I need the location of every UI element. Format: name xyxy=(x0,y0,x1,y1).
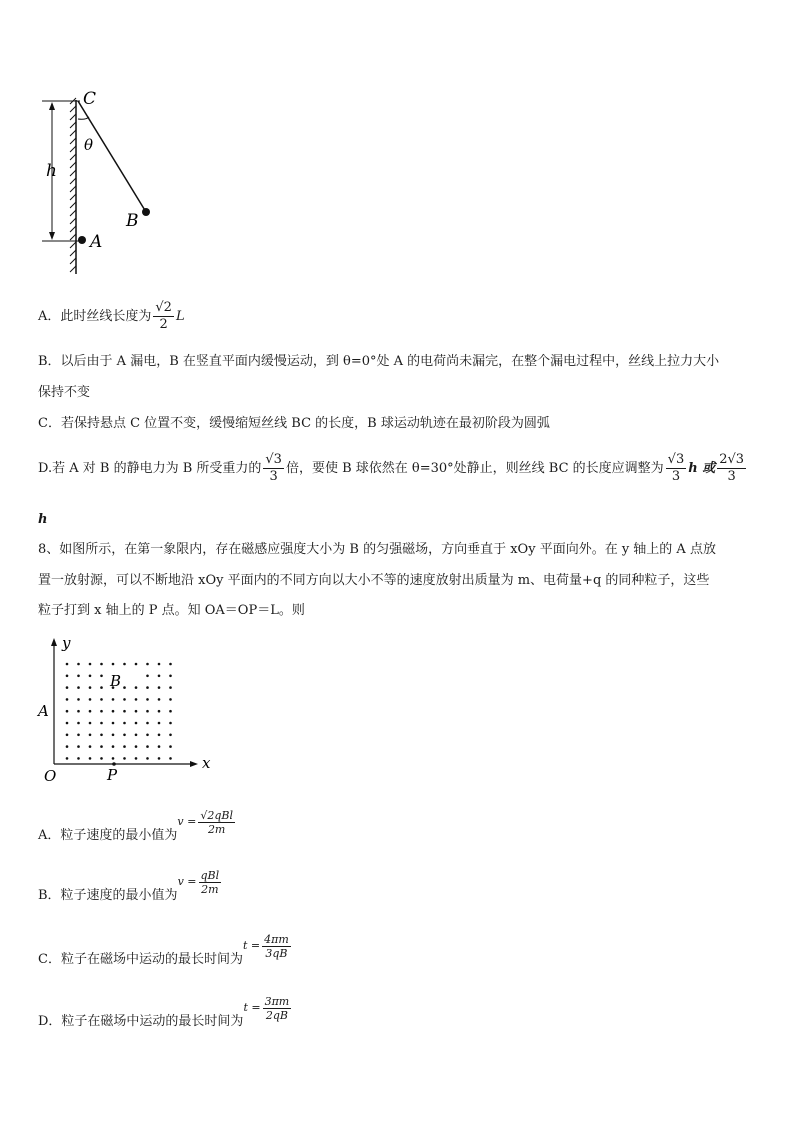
field-dot xyxy=(158,675,161,678)
q8-option-a xyxy=(38,808,237,850)
q7-d-frac1-den: 3 xyxy=(269,469,278,484)
fig2-label-p: P xyxy=(107,766,118,784)
field-dot xyxy=(112,745,115,748)
ball-b xyxy=(142,208,150,216)
field-dot xyxy=(112,710,115,713)
q8-b-formula xyxy=(178,868,224,896)
field-dot xyxy=(66,734,69,737)
x-axis-arrow xyxy=(190,761,198,767)
field-dot xyxy=(66,663,69,666)
q7-a-variable: L xyxy=(175,309,185,324)
field-dot xyxy=(169,698,172,701)
fig2-label-y: y xyxy=(62,634,71,652)
q7-option-a xyxy=(38,300,185,333)
q8-a-den: 2m xyxy=(207,822,226,836)
field-dot xyxy=(89,722,92,725)
field-dot xyxy=(89,745,92,748)
field-dot xyxy=(77,675,80,678)
field-dot xyxy=(146,710,149,713)
q8-b-lhs: v = xyxy=(177,875,197,888)
field-dot xyxy=(169,722,172,725)
h-arrow-up xyxy=(49,102,55,110)
fig2-label-a: A xyxy=(38,702,49,720)
q7-d-part3: h 或 xyxy=(688,461,716,476)
field-dot xyxy=(100,710,103,713)
q7-d-part2: 倍，要使 B 球依然在 θ=30°处静止，则丝线 BC 的长度应调整为 xyxy=(285,461,664,476)
field-dot xyxy=(77,663,80,666)
field-dot xyxy=(123,745,126,748)
fig2-label-x: x xyxy=(202,754,211,772)
field-dot xyxy=(89,698,92,701)
q8-c-text: C．粒子在磁场中运动的最长时间为 xyxy=(38,952,243,967)
q7-option-b-line1: B．以后由于 A 漏电，B 在竖直平面内缓慢运动，到 θ=0°处 A 的电荷尚未漏完，在整个漏电过程中，丝线上拉力大小 xyxy=(38,354,720,369)
field-dot xyxy=(169,710,172,713)
field-dot xyxy=(158,710,161,713)
q8-d-num: 3πm xyxy=(264,994,290,1008)
q7-d-fraction1 xyxy=(263,452,284,485)
q8-a-lhs: v = xyxy=(177,815,197,828)
field-dot xyxy=(123,686,126,689)
label-theta: θ xyxy=(84,136,94,154)
q8-d-text: D．粒子在磁场中运动的最长时间为 xyxy=(38,1014,244,1029)
field-dot xyxy=(100,734,103,737)
field-dot xyxy=(123,710,126,713)
field-dot xyxy=(123,757,126,760)
field-dot xyxy=(169,757,172,760)
q7-option-d xyxy=(38,452,748,485)
field-dot xyxy=(100,757,103,760)
field-dot xyxy=(135,710,138,713)
field-dot xyxy=(146,734,149,737)
field-dot xyxy=(123,698,126,701)
field-dot xyxy=(135,686,138,689)
q7-d-part1: D.若 A 对 B 的静电力为 B 所受重力的 xyxy=(38,461,262,476)
field-dot xyxy=(146,663,149,666)
field-dot xyxy=(112,734,115,737)
field-dot xyxy=(158,663,161,666)
field-dot xyxy=(169,663,172,666)
field-dot xyxy=(89,686,92,689)
q8-a-text: A．粒子速度的最小值为 xyxy=(38,828,178,843)
q8-option-b xyxy=(38,868,223,910)
field-dot xyxy=(89,710,92,713)
field-dot xyxy=(146,686,149,689)
wall-hatching xyxy=(70,98,76,272)
field-dot xyxy=(77,722,80,725)
field-dot xyxy=(135,757,138,760)
field-dot xyxy=(77,757,80,760)
field-dot xyxy=(112,722,115,725)
field-dot xyxy=(146,757,149,760)
q7-d-frac2-den: 3 xyxy=(671,469,681,484)
field-dot xyxy=(158,734,161,737)
q8-stem-line3: 粒子打到 x 轴上的 P 点。知 OA＝OP＝L。则 xyxy=(38,603,305,618)
field-dot xyxy=(66,745,69,748)
q8-c-formula xyxy=(243,932,293,960)
field-dot xyxy=(100,745,103,748)
q7-d-fraction3 xyxy=(717,452,746,485)
field-dot xyxy=(135,734,138,737)
field-dot xyxy=(66,698,69,701)
field-dot xyxy=(77,745,80,748)
field-dot xyxy=(112,757,115,760)
field-dot xyxy=(146,675,149,678)
field-dot xyxy=(135,698,138,701)
fig2-label-o: O xyxy=(44,767,57,785)
field-dot xyxy=(123,663,126,666)
field-dot xyxy=(169,745,172,748)
q8-b-den: 2m xyxy=(201,882,219,896)
label-b: B xyxy=(126,211,139,231)
field-dot xyxy=(100,675,103,678)
label-c: C xyxy=(83,89,97,109)
field-dot xyxy=(158,722,161,725)
field-dot xyxy=(100,698,103,701)
field-dot xyxy=(135,663,138,666)
field-dot xyxy=(89,757,92,760)
q7-d-frac3-den: 3 xyxy=(727,469,736,484)
q8-b-num: qBl xyxy=(200,868,220,882)
field-dot xyxy=(66,675,69,678)
field-dot xyxy=(66,710,69,713)
q8-c-den: 3qB xyxy=(265,946,288,960)
q7-d-frac3-num: 2√3 xyxy=(719,452,745,467)
field-dot xyxy=(66,686,69,689)
field-dot xyxy=(158,698,161,701)
field-dot xyxy=(146,745,149,748)
q8-stem-line1: 8、如图所示，在第一象限内，存在磁感应强度大小为 B 的匀强磁场，方向垂直于 xOy 平面向外。在 y 轴上的 A 点放 xyxy=(38,542,716,557)
field-dot xyxy=(135,722,138,725)
q8-d-formula xyxy=(243,994,293,1022)
field-dot xyxy=(89,734,92,737)
field-dot xyxy=(146,698,149,701)
field-dot xyxy=(169,675,172,678)
q8-stem-line2: 置一放射源，可以不断地沿 xOy 平面内的不同方向以大小不等的速度放射出质量为 m、电荷量+q 的同种粒子，这些 xyxy=(38,573,710,588)
q7-option-b-line2: 保持不变 xyxy=(38,385,91,400)
field-dot xyxy=(77,710,80,713)
field-dot xyxy=(146,722,149,725)
q7-d-fraction2 xyxy=(666,452,687,485)
field-dot xyxy=(158,745,161,748)
field-dot xyxy=(89,675,92,678)
magnetic-field-figure xyxy=(34,634,224,786)
q8-a-num: √2qBl xyxy=(200,808,233,822)
q8-d-den: 2qB xyxy=(265,1008,288,1022)
field-dot xyxy=(169,734,172,737)
q7-option-d-tail: h xyxy=(38,512,48,527)
q7-a-denominator: 2 xyxy=(159,317,168,332)
field-dot xyxy=(158,686,161,689)
q7-option-c: C．若保持悬点 C 位置不变，缓慢缩短丝线 BC 的长度，B 球运动轨迹在最初阶段为圆弧 xyxy=(38,416,550,431)
field-dot xyxy=(158,757,161,760)
point-p xyxy=(112,762,116,766)
field-dot xyxy=(112,663,115,666)
field-dot xyxy=(123,722,126,725)
q7-option-a-fraction xyxy=(153,300,174,333)
field-dot xyxy=(169,686,172,689)
field-dot xyxy=(100,722,103,725)
h-arrow-down xyxy=(49,232,55,240)
q8-b-text: B．粒子速度的最小值为 xyxy=(38,888,178,903)
y-axis-arrow xyxy=(51,638,57,646)
fig2-label-b: B xyxy=(110,672,122,690)
field-dot xyxy=(100,686,103,689)
field-dot xyxy=(123,734,126,737)
field-dot xyxy=(66,722,69,725)
charge-a xyxy=(78,236,86,244)
field-dot xyxy=(66,757,69,760)
q7-option-a-text: A．此时丝线长度为 xyxy=(38,309,152,324)
q8-d-lhs: t = xyxy=(243,1001,261,1014)
q7-d-frac1-num: √3 xyxy=(265,452,282,467)
q8-c-num: 4πm xyxy=(264,932,289,946)
field-dot xyxy=(135,745,138,748)
q7-a-numerator: √2 xyxy=(155,300,172,315)
label-h: h xyxy=(46,161,57,181)
field-dot xyxy=(112,698,115,701)
q7-d-frac2-num: √3 xyxy=(667,452,685,467)
field-dot xyxy=(100,663,103,666)
q8-c-lhs: t = xyxy=(242,939,261,952)
field-dot xyxy=(77,734,80,737)
pendulum-figure xyxy=(36,84,166,280)
field-dot xyxy=(77,686,80,689)
q8-a-formula xyxy=(177,808,237,836)
field-dot xyxy=(89,663,92,666)
label-a: A xyxy=(90,232,103,252)
field-dot xyxy=(77,698,80,701)
